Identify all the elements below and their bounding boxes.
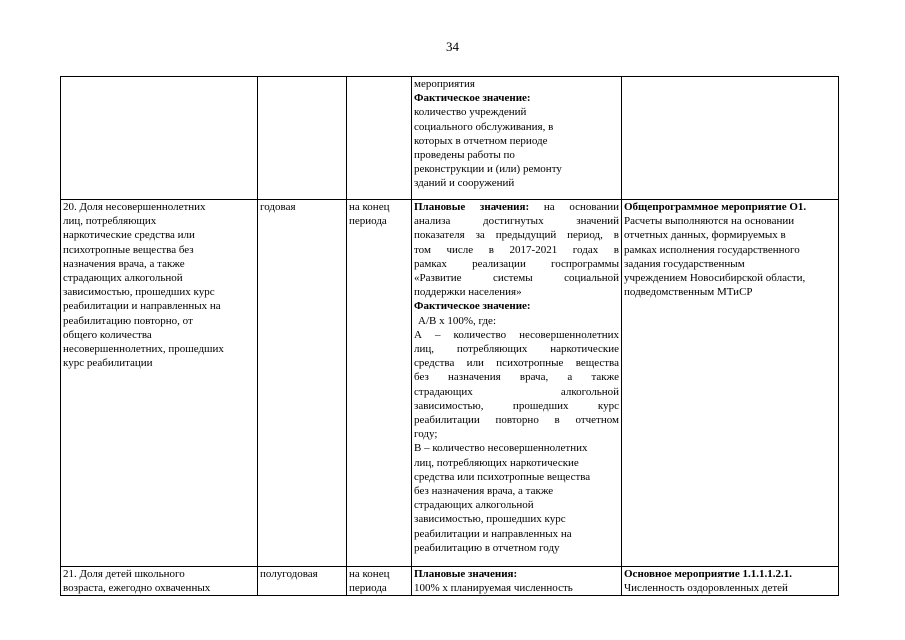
method-line: Фактическое значение: [414,300,531,313]
method-line: Фактическое значение: [414,92,531,105]
cell-indicator-name [61,567,258,596]
cell-periodicity [258,567,347,596]
method-line: Плановые значения: [414,568,518,580]
cell-method [412,567,622,596]
indicator-name-line: возраста, ежегодно охваченных [63,582,211,595]
method-line: Плановые значения: на основании [414,201,620,213]
periodicity-text: полугодовая [260,568,318,580]
table-row-indicator-21 [61,567,839,596]
table-row-continuation [61,77,839,200]
method-line: лиц, потребляющих наркотические [414,456,579,469]
method-line: 100% х планируемая численность [414,582,573,595]
method-line: реабилитации и направленных на [414,527,572,540]
method-line: проведены работы по [414,149,515,162]
method-line: которых в отчетном периоде [414,134,548,147]
indicator-name-line: несовершеннолетних, прошедших [63,343,224,356]
method-line: лиц, потребляющих наркотические [414,343,619,356]
method-line: социального обслуживания, в [414,120,554,133]
source-line: рамках исполнения государственного [624,243,800,256]
cell-source [622,200,839,567]
cell-date [347,77,412,200]
method-line: средства или психотропные вещества [414,470,591,483]
date-line: на конец [349,201,390,213]
method-line: зависимостью, прошедших курс [414,513,566,526]
page-number: 34 [446,39,459,54]
source-line: учреждением Новосибирской области, [624,272,806,285]
source-line: отчетных данных, формируемых в [624,229,786,242]
cell-date [347,567,412,596]
source-line: подведомственным МТиСР [624,286,753,299]
cell-periodicity [258,200,347,567]
method-line: реабилитацию в отчетном году [414,541,560,554]
method-line: показателя за предыдущий период, в [414,229,619,242]
method-line: рамках реализации госпрограммы [414,257,619,270]
method-line: мероприятия [414,78,475,90]
date-line: периода [349,582,387,595]
method-line: А – количество несовершеннолетних [414,328,619,341]
cell-source [622,77,839,200]
indicator-name-line: назначения врача, а также [63,257,185,270]
source-line: Общепрограммное мероприятие О1. [624,201,807,213]
periodicity-text: годовая [260,201,296,213]
method-line: без назначения врача, а также [414,371,619,384]
indicators-table [60,76,839,596]
indicator-name-line: зависимостью, прошедших курс [63,286,215,299]
source-line: задания государственным [624,257,745,270]
cell-periodicity [258,77,347,200]
cell-date [347,200,412,567]
method-line: А/В х 100%, где: [418,314,496,327]
method-line: поддержки населения» [414,286,522,299]
method-line: году; [414,428,438,441]
date-line: на конец [349,568,390,580]
indicator-name-line: реабилитацию повторно, от [63,314,193,327]
indicator-name-line: общего количества [63,328,152,341]
cell-indicator-name [61,77,258,200]
cell-method [412,77,622,200]
method-line: количество учреждений [414,106,527,119]
source-line: Численность оздоровленных детей [624,582,788,595]
indicator-name-line: 21. Доля детей школьного [63,568,185,580]
method-line: анализа достигнутых значений [414,215,619,228]
method-line: без назначения врача, а также [414,485,554,498]
source-line: Основное мероприятие 1.1.1.1.2.1. [624,568,793,580]
method-line: зданий и сооружений [414,177,515,190]
method-line: том числе в 2017-2021 годах в [414,243,619,256]
method-line: В – количество несовершеннолетних [414,442,588,455]
indicator-name-line: психотропные вещества без [63,243,194,256]
method-line: реабилитации повторно в отчетном [414,414,619,427]
indicator-name-line: страдающих алкогольной [63,272,183,285]
cell-source [622,567,839,596]
method-line: зависимостью, прошедших курс [414,399,619,412]
indicator-name-line: курс реабилитации [63,357,153,370]
method-line: страдающих алкогольной [414,385,619,398]
date-line: периода [349,215,387,228]
method-line: страдающих алкогольной [414,499,534,512]
method-line: средства или психотропные вещества [414,357,619,370]
table-row-indicator-20 [61,200,839,567]
indicator-name-line: реабилитации и направленных на [63,300,221,313]
method-line: «Развитие системы социальной [414,272,619,285]
indicator-name-line: лиц, потребляющих [63,215,157,228]
method-line: реконструкции и (или) ремонту [414,163,562,176]
indicator-name-line: 20. Доля несовершеннолетних [63,201,206,213]
source-line: Расчеты выполняются на основании [624,215,795,228]
cell-method [412,200,622,567]
indicator-name-line: наркотические средства или [63,229,195,242]
cell-indicator-name [61,200,258,567]
